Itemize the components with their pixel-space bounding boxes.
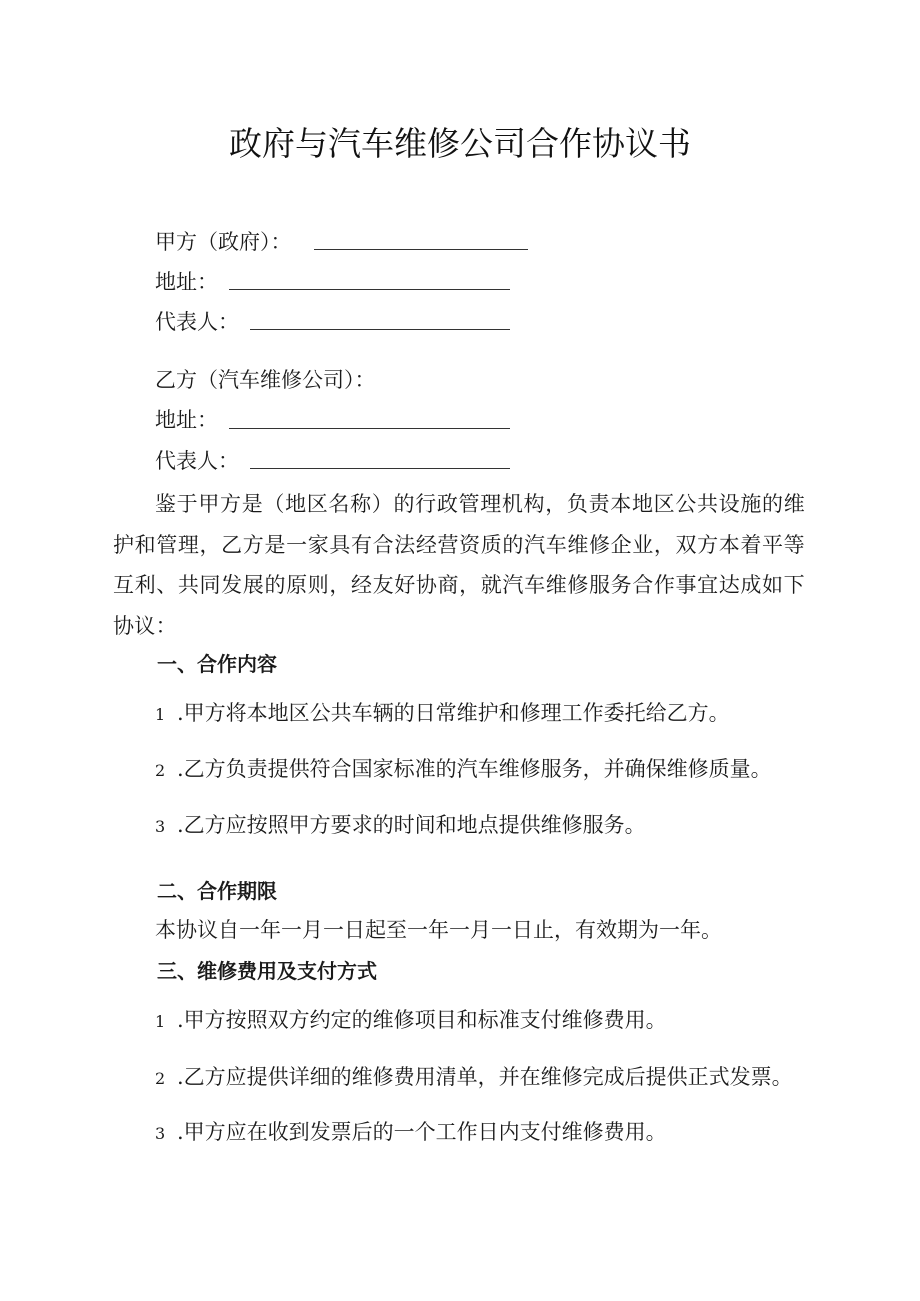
list-item [155, 1117, 667, 1149]
item-text: .乙方应按照甲方要求的时间和地点提供维修服务。 [177, 813, 646, 837]
item-number: 2 [155, 1069, 166, 1088]
party-a-rep-blank[interactable] [250, 329, 510, 330]
item-number: 3 [155, 817, 166, 836]
document-title: 政府与汽车维修公司合作协议书 [229, 124, 691, 163]
section-heading-cooperation-period: 二、合作期限 [157, 879, 277, 903]
party-a-name-blank[interactable] [314, 249, 528, 250]
party-a-label: 甲方（政府）： [155, 230, 292, 254]
section-heading-cooperation-content: 一、合作内容 [157, 652, 277, 676]
list-item [155, 754, 772, 786]
party-a-rep-label: 代表人： [155, 310, 239, 334]
section-heading-fees-payment: 三、维修费用及支付方式 [157, 959, 377, 983]
party-b-label: 乙方（汽车维修公司）： [155, 368, 376, 392]
party-b-rep-blank[interactable] [250, 468, 510, 469]
cooperation-period-text: 本协议自一年一月一日起至一年一月一日止，有效期为一年。 [155, 918, 722, 942]
item-number: 1 [155, 1012, 166, 1031]
item-number: 3 [155, 1124, 166, 1143]
preamble-paragraph: 鉴于甲方是（地区名称）的行政管理机构，负责本地区公共设施的维护和管理，乙方是一家具有合法经营资质的汽车维修企业，双方本着平等互利、共同发展的原则，经友好协商，就汽车维修服务合作事宜达成如下协议： [113, 492, 805, 638]
item-text: .甲方将本地区公共车辆的日常维护和修理工作委托给乙方。 [177, 701, 730, 725]
party-b-rep-label: 代表人： [155, 449, 239, 473]
party-a-address-blank[interactable] [229, 289, 510, 290]
list-item [155, 810, 646, 842]
item-number: 1 [155, 705, 166, 724]
item-text: .甲方按照双方约定的维修项目和标准支付维修费用。 [177, 1008, 667, 1032]
party-b-address-blank[interactable] [229, 428, 510, 429]
list-item [155, 1005, 667, 1037]
item-number: 2 [155, 761, 166, 780]
list-item [155, 1062, 793, 1094]
party-b-address-label: 地址： [155, 408, 218, 432]
item-text: .乙方负责提供符合国家标准的汽车维修服务，并确保维修质量。 [177, 757, 772, 781]
item-text: .甲方应在收到发票后的一个工作日内支付维修费用。 [177, 1120, 667, 1144]
list-item [155, 698, 730, 730]
item-text: .乙方应提供详细的维修费用清单，并在维修完成后提供正式发票。 [177, 1065, 793, 1089]
party-a-address-label: 地址： [155, 270, 218, 294]
